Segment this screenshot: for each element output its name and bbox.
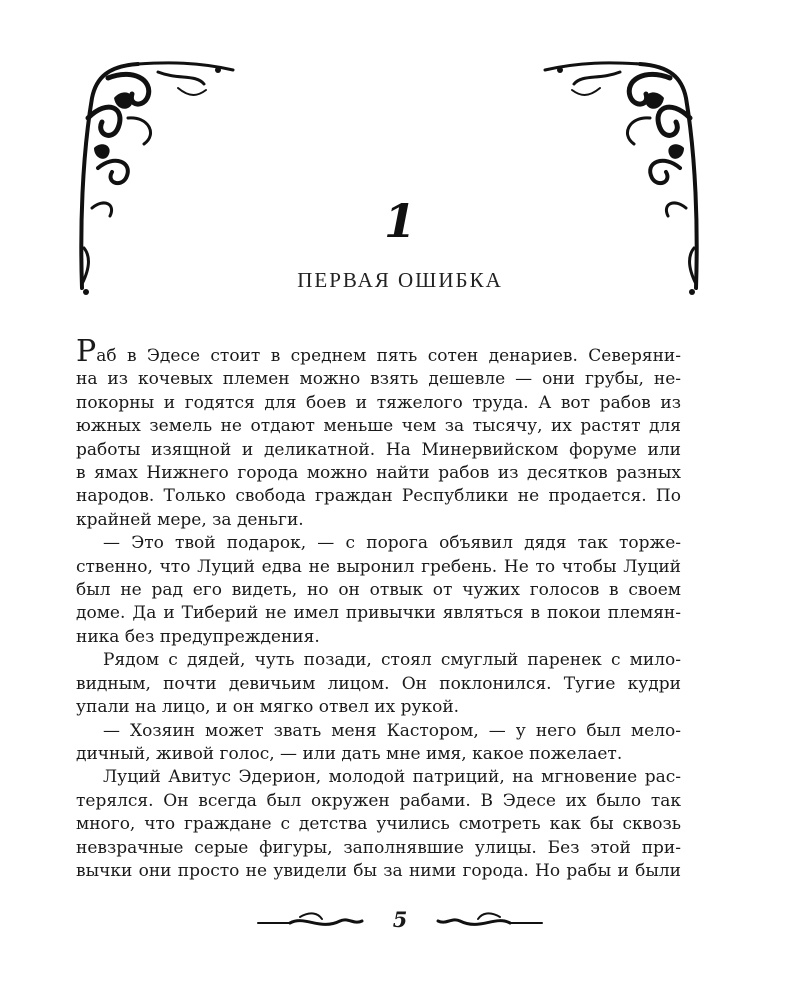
chapter-number: 1 bbox=[383, 194, 416, 248]
chapter-body-text bbox=[76, 334, 681, 883]
text-line: терялся. Он всегда был окружен рабами. В Эдесе их было так bbox=[76, 790, 681, 811]
text-line: — Это твой подарок, — с порога объявил дядя так торже- bbox=[103, 533, 681, 554]
text-line: много, что граждане с детства учились смотреть как бы сквозь bbox=[76, 814, 681, 835]
text-line: был не рад его видеть, но он отвык от чужих голосов в своем bbox=[76, 580, 681, 601]
text-line: народов. Только свобода граждан Республики не продается. По bbox=[76, 486, 681, 507]
text-line: в ямах Нижнего города можно найти рабов из десятков разных bbox=[76, 463, 681, 484]
chapter-title: ПЕРВАЯ ОШИБКА bbox=[297, 268, 503, 292]
page-number: 5 bbox=[392, 907, 408, 932]
text-line: Раб в Эдесе стоит в среднем пять сотен денариев. Северяни- bbox=[76, 334, 681, 369]
text-line: вычки они просто не увидели бы за ними города. Но рабы и были bbox=[76, 860, 681, 881]
corner-ornament-left-icon bbox=[78, 58, 238, 298]
text-line: видным, почти девичьим лицом. Он поклонился. Тугие кудри bbox=[76, 673, 681, 694]
text-line: дичный, живой голос, — или дать мне имя, какое пожелает. bbox=[76, 743, 623, 764]
text-line: на из кочевых племен можно взять дешевле — они грубы, не- bbox=[76, 369, 681, 390]
text-line: Луций Авитус Эдерион, молодой патриций, на мгновение рас- bbox=[103, 767, 681, 788]
text-line: ственно, что Луций едва не выронил гребень. Не то чтобы Луций bbox=[76, 556, 681, 577]
text-line: — Хозяин может звать меня Кастором, — у него был мело- bbox=[103, 720, 681, 741]
text-line: южных земель не отдают меньше чем за тысячу, их растят для bbox=[76, 416, 681, 437]
text-line: покорны и годятся для боев и тяжелого труда. А вот рабов из bbox=[76, 392, 681, 413]
drop-cap: Р bbox=[76, 334, 97, 369]
text-line: ника без предупреждения. bbox=[76, 626, 320, 647]
corner-ornament-right-icon bbox=[540, 58, 700, 298]
text-line: Рядом с дядей, чуть позади, стоял смуглый паренек с мило- bbox=[103, 650, 681, 671]
text-line: доме. Да и Тиберий не имел привычки являться в покои племян- bbox=[76, 603, 681, 624]
text-line: крайней мере, за деньги. bbox=[76, 509, 304, 530]
text-line: работы изящной и деликатной. На Минервийском форуме или bbox=[76, 439, 681, 460]
text-line: невзрачные серые фигуры, заполнявшие улицы. Без этой при- bbox=[76, 837, 681, 858]
text-line: упали на лицо, и он мягко отвел их рукой. bbox=[76, 697, 460, 718]
